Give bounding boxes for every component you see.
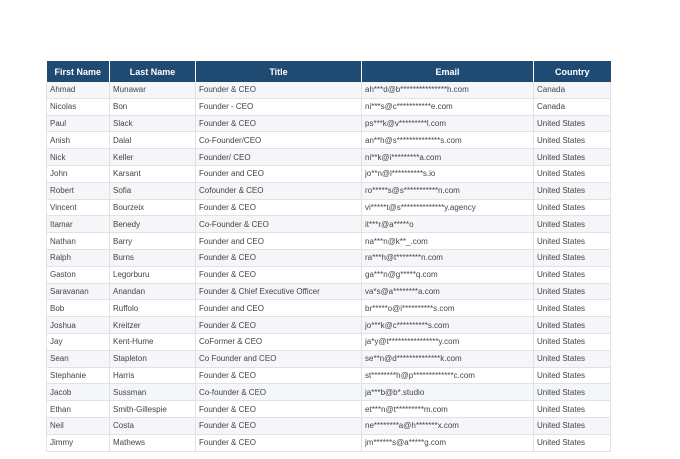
header-email: Email	[362, 61, 534, 82]
last-name-cell: Smith-Gillespie	[110, 401, 196, 418]
header-title: Title	[196, 61, 362, 82]
first-name-cell: Paul	[47, 115, 110, 132]
title-cell: Founder & CEO	[196, 401, 362, 418]
title-cell: Founder & CEO	[196, 82, 362, 98]
table-row	[47, 182, 611, 199]
last-name-cell: Slack	[110, 115, 196, 132]
email-cell: an**h@s**************s.com	[362, 132, 534, 149]
first-name-cell: Ahmad	[47, 82, 110, 98]
country-cell: United States	[534, 434, 611, 451]
table-row	[47, 98, 611, 115]
contacts-table	[46, 61, 611, 452]
first-name-cell: Stephanie	[47, 367, 110, 384]
header-row	[47, 61, 611, 82]
email-cell: jm******s@a*****g.com	[362, 434, 534, 451]
first-name-cell: Joshua	[47, 317, 110, 334]
first-name-cell: Itamar	[47, 216, 110, 233]
title-cell: Co-founder & CEO	[196, 384, 362, 401]
title-cell: Co Founder and CEO	[196, 350, 362, 367]
email-cell: se**n@d**************k.com	[362, 350, 534, 367]
title-cell: Founder & Chief Executive Officer	[196, 283, 362, 300]
table-row	[47, 82, 611, 98]
first-name-cell: Nicolas	[47, 98, 110, 115]
title-cell: Cofounder & CEO	[196, 182, 362, 199]
table-row	[47, 367, 611, 384]
country-cell: United States	[534, 149, 611, 166]
first-name-cell: Jacob	[47, 384, 110, 401]
country-cell: Canada	[534, 98, 611, 115]
country-cell: United States	[534, 283, 611, 300]
title-cell: Founder & CEO	[196, 115, 362, 132]
last-name-cell: Dalal	[110, 132, 196, 149]
last-name-cell: Kreitzer	[110, 317, 196, 334]
email-cell: jo**n@l**********s.io	[362, 165, 534, 182]
title-cell: Founder and CEO	[196, 165, 362, 182]
first-name-cell: Saravanan	[47, 283, 110, 300]
first-name-cell: Bob	[47, 300, 110, 317]
title-cell: Founder and CEO	[196, 300, 362, 317]
email-cell: ja*y@t****************y.com	[362, 333, 534, 350]
table-row	[47, 283, 611, 300]
last-name-cell: Karsant	[110, 165, 196, 182]
last-name-cell: Anandan	[110, 283, 196, 300]
table-row	[47, 249, 611, 266]
table-row	[47, 233, 611, 250]
first-name-cell: Neil	[47, 417, 110, 434]
email-cell: ra***h@t********n.com	[362, 249, 534, 266]
last-name-cell: Burns	[110, 249, 196, 266]
country-cell: United States	[534, 115, 611, 132]
email-cell: ga***n@g*****q.com	[362, 266, 534, 283]
first-name-cell: Nathan	[47, 233, 110, 250]
email-cell: st********h@p*************c.com	[362, 367, 534, 384]
title-cell: CoFormer & CEO	[196, 333, 362, 350]
first-name-cell: Jay	[47, 333, 110, 350]
email-cell: vi*****t@s**************y.agency	[362, 199, 534, 216]
country-cell: United States	[534, 132, 611, 149]
last-name-cell: Bon	[110, 98, 196, 115]
country-cell: United States	[534, 249, 611, 266]
table-row	[47, 434, 611, 451]
country-cell: United States	[534, 384, 611, 401]
title-cell: Co-Founder & CEO	[196, 216, 362, 233]
last-name-cell: Munawar	[110, 82, 196, 98]
header-country: Country	[534, 61, 611, 82]
title-cell: Founder and CEO	[196, 233, 362, 250]
table-row	[47, 165, 611, 182]
last-name-cell: Mathews	[110, 434, 196, 451]
country-cell: United States	[534, 266, 611, 283]
contacts-sheet	[46, 61, 610, 452]
first-name-cell: Jimmy	[47, 434, 110, 451]
title-cell: Founder & CEO	[196, 266, 362, 283]
last-name-cell: Kent-Hume	[110, 333, 196, 350]
table-row	[47, 384, 611, 401]
country-cell: United States	[534, 333, 611, 350]
first-name-cell: Robert	[47, 182, 110, 199]
last-name-cell: Harris	[110, 367, 196, 384]
last-name-cell: Barry	[110, 233, 196, 250]
title-cell: Founder & CEO	[196, 417, 362, 434]
table-body	[47, 82, 611, 451]
table-row	[47, 350, 611, 367]
table-row	[47, 216, 611, 233]
email-cell: jo***k@c**********s.com	[362, 317, 534, 334]
title-cell: Founder - CEO	[196, 98, 362, 115]
email-cell: ni***s@c***********e.com	[362, 98, 534, 115]
table-row	[47, 333, 611, 350]
table-header	[47, 61, 611, 82]
last-name-cell: Legorburu	[110, 266, 196, 283]
country-cell: United States	[534, 317, 611, 334]
country-cell: Canada	[534, 82, 611, 98]
first-name-cell: Ralph	[47, 249, 110, 266]
email-cell: et***n@t*********m.com	[362, 401, 534, 418]
last-name-cell: Benedy	[110, 216, 196, 233]
first-name-cell: Sean	[47, 350, 110, 367]
country-cell: United States	[534, 233, 611, 250]
last-name-cell: Costa	[110, 417, 196, 434]
table-row	[47, 300, 611, 317]
email-cell: ah***d@b***************h.com	[362, 82, 534, 98]
title-cell: Founder & CEO	[196, 434, 362, 451]
email-cell: na***n@k**_.com	[362, 233, 534, 250]
first-name-cell: Vincent	[47, 199, 110, 216]
country-cell: United States	[534, 199, 611, 216]
table-row	[47, 317, 611, 334]
first-name-cell: Anish	[47, 132, 110, 149]
email-cell: va*s@a********a.com	[362, 283, 534, 300]
first-name-cell: Gaston	[47, 266, 110, 283]
title-cell: Founder & CEO	[196, 367, 362, 384]
first-name-cell: John	[47, 165, 110, 182]
header-last-name: Last Name	[110, 61, 196, 82]
header-first-name: First Name	[47, 61, 110, 82]
country-cell: United States	[534, 350, 611, 367]
first-name-cell: Ethan	[47, 401, 110, 418]
table-row	[47, 266, 611, 283]
title-cell: Founder/ CEO	[196, 149, 362, 166]
title-cell: Founder & CEO	[196, 199, 362, 216]
email-cell: br*****o@i**********s.com	[362, 300, 534, 317]
title-cell: Co-Founder/CEO	[196, 132, 362, 149]
email-cell: ni**k@i*********a.com	[362, 149, 534, 166]
table-row	[47, 199, 611, 216]
country-cell: United States	[534, 367, 611, 384]
country-cell: United States	[534, 300, 611, 317]
country-cell: United States	[534, 216, 611, 233]
table-row	[47, 149, 611, 166]
last-name-cell: Sussman	[110, 384, 196, 401]
title-cell: Founder & CEO	[196, 317, 362, 334]
country-cell: United States	[534, 417, 611, 434]
table-row	[47, 401, 611, 418]
last-name-cell: Stapleton	[110, 350, 196, 367]
email-cell: ps***k@v*********l.com	[362, 115, 534, 132]
table-row	[47, 115, 611, 132]
country-cell: United States	[534, 165, 611, 182]
table-row	[47, 132, 611, 149]
last-name-cell: Keller	[110, 149, 196, 166]
first-name-cell: Nick	[47, 149, 110, 166]
email-cell: ja***b@b*.studio	[362, 384, 534, 401]
email-cell: ro*****s@s***********n.com	[362, 182, 534, 199]
email-cell: ne********a@h*******x.com	[362, 417, 534, 434]
last-name-cell: Bourzeix	[110, 199, 196, 216]
last-name-cell: Sofia	[110, 182, 196, 199]
table-row	[47, 417, 611, 434]
country-cell: United States	[534, 182, 611, 199]
last-name-cell: Ruffolo	[110, 300, 196, 317]
country-cell: United States	[534, 401, 611, 418]
email-cell: it***r@a*****o	[362, 216, 534, 233]
title-cell: Founder & CEO	[196, 249, 362, 266]
